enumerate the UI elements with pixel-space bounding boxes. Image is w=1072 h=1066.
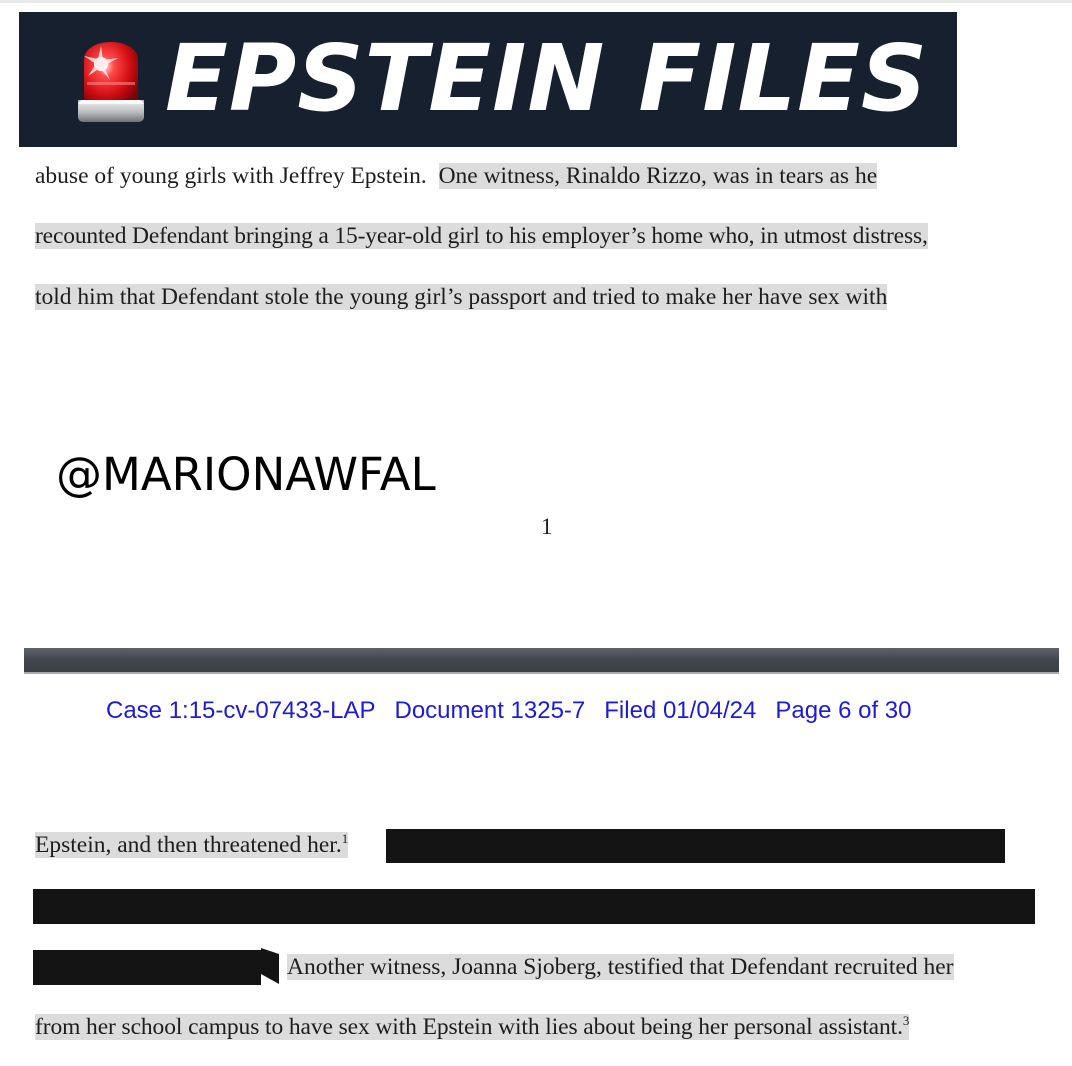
title-banner: [19, 12, 957, 147]
doc-line-6-highlight: Another witness, Joanna Sjoberg, testified that Defendant recruited her: [287, 954, 954, 980]
redaction-bar-3: [33, 950, 261, 985]
banner-title: EPSTEIN FILES: [165, 25, 929, 132]
top-border: [0, 0, 1072, 3]
case-number: Case 1:15-cv-07433-LAP: [106, 697, 376, 724]
watermark-at-symbol: @: [56, 447, 102, 501]
footnote-marker-3: 3: [902, 1013, 910, 1028]
doc-line-4-text: Epstein, and then threatened her.: [35, 832, 342, 858]
doc-line-1: [35, 161, 877, 191]
document-number: Document 1325-7: [394, 697, 586, 724]
filed-date: Filed 01/04/24: [604, 697, 757, 724]
doc-line-4: [35, 830, 348, 860]
doc-line-7: [35, 1012, 909, 1042]
redaction-bar-1: [386, 829, 1005, 863]
doc-line-2-highlight: recounted Defendant bringing a 15-year-old girl to his employer’s home who, in utmost distress,: [35, 223, 928, 249]
footnote-marker-1: 1: [341, 831, 349, 846]
doc-line-4-highlight: [35, 832, 348, 858]
page-divider: [24, 648, 1059, 674]
doc-line-7-text: from her school campus to have sex with Epstein with lies about being her personal assistant.: [35, 1014, 903, 1040]
doc-line-3: [35, 282, 887, 312]
doc-line-7-highlight: [35, 1014, 909, 1040]
page-number: 1: [541, 514, 553, 539]
doc-line-2: [35, 221, 928, 251]
page-count: Page 6 of 30: [775, 697, 912, 724]
police-siren-icon: [74, 22, 148, 126]
case-header: [106, 695, 931, 727]
doc-line-3-highlight: told him that Defendant stole the young girl’s passport and tried to make her have sex with: [35, 284, 888, 310]
doc-line-1-plain: abuse of young girls with Jeffrey Epstein.: [35, 163, 439, 189]
redaction-bar-2: [33, 889, 1035, 924]
doc-line-1-highlight: One witness, Rinaldo Rizzo, was in tears as he: [438, 163, 878, 189]
redaction-tab-icon: [259, 946, 285, 986]
doc-line-6: [287, 952, 954, 982]
watermark-handle: MARIONAWFAL: [102, 448, 436, 501]
watermark: [56, 446, 436, 503]
